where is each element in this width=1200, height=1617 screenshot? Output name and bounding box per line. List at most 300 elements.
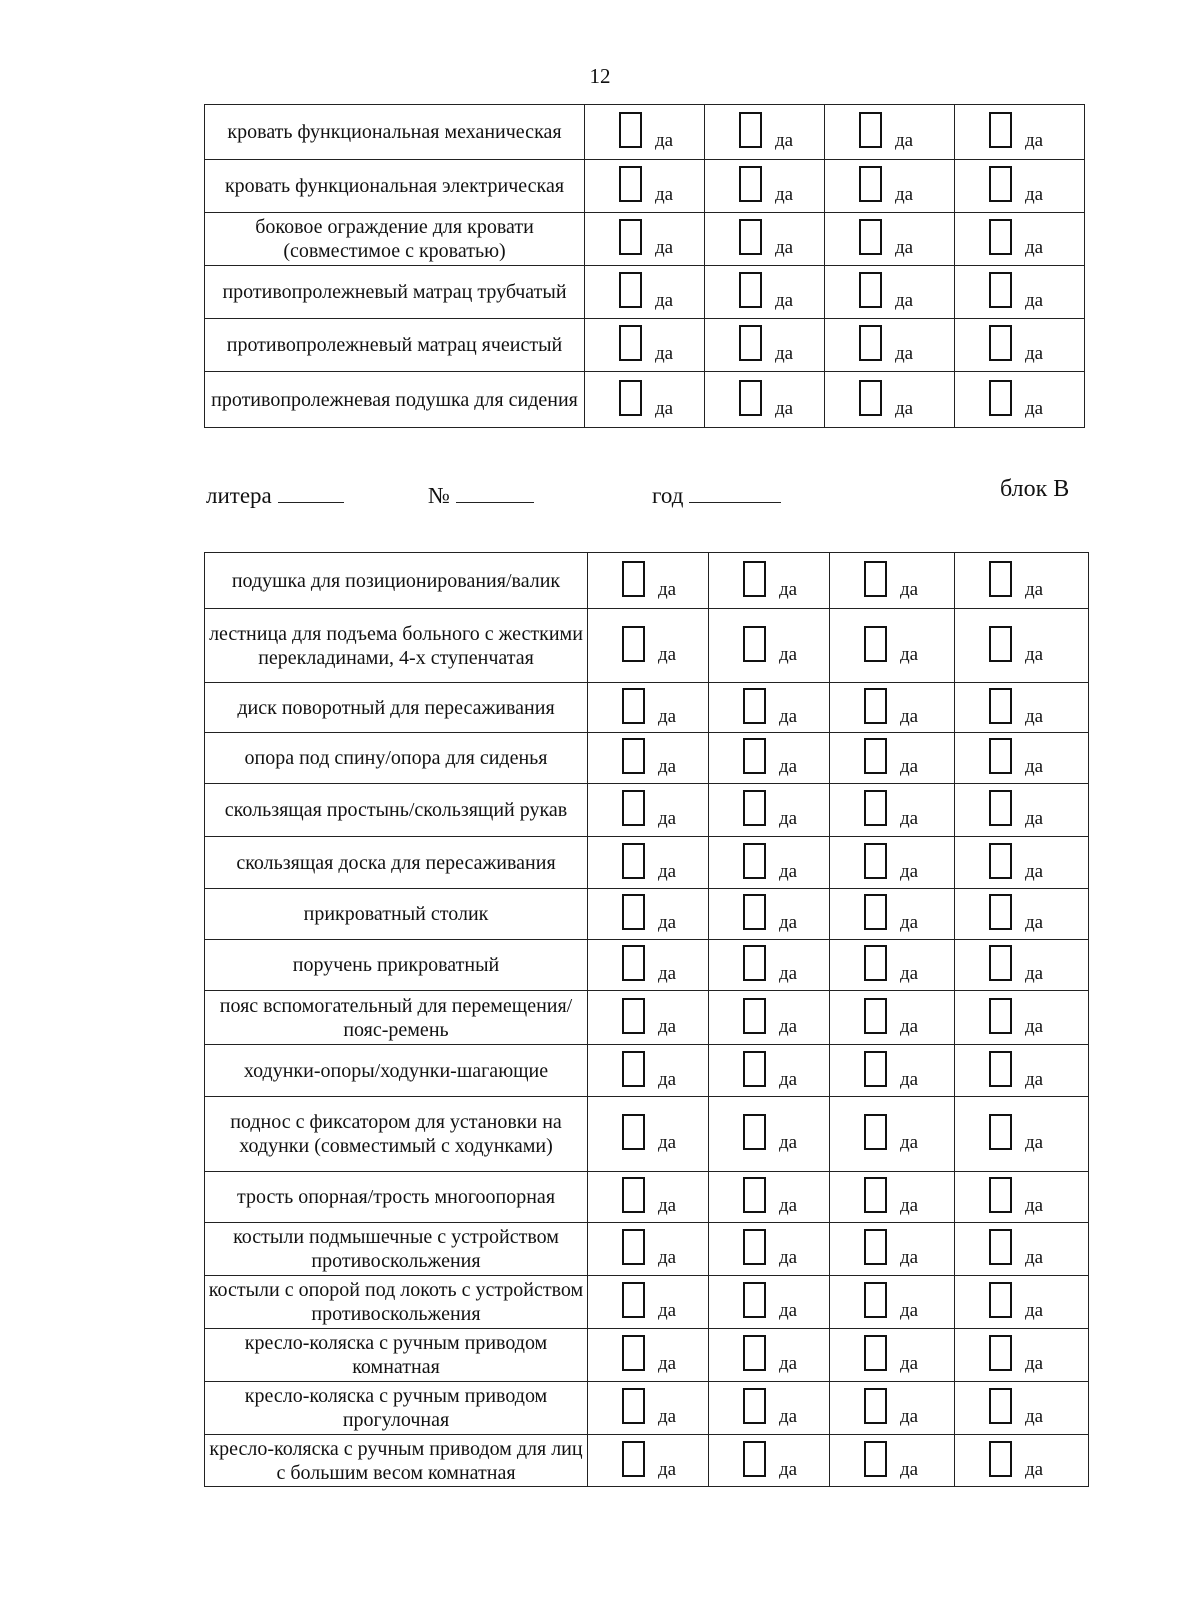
table-row [205,266,1085,319]
item-name: кресло-коляска с ручным приводом для лиц с большим весом комнатная [205,1435,588,1487]
option-cell [588,553,709,609]
yes-checkbox[interactable] [864,1051,887,1087]
yes-checkbox[interactable] [864,1114,887,1150]
yes-checkbox[interactable] [864,738,887,774]
yes-label: да [779,1068,798,1090]
option-cell [955,940,1089,991]
option-cell [588,784,709,837]
option-cell [830,889,955,940]
yes-checkbox[interactable] [864,626,887,662]
yes-label: да [900,1132,919,1153]
yes-checkbox[interactable] [622,1441,645,1477]
option-cell [709,1435,830,1487]
yes-checkbox[interactable] [622,790,645,826]
yes-label: да [900,578,919,600]
yes-checkbox[interactable] [739,380,762,416]
option-cell [709,733,830,784]
yes-label: да [655,290,674,311]
yes-checkbox[interactable] [739,219,762,255]
yes-label: да [900,912,919,933]
option-cell [709,609,830,683]
option-cell [955,1329,1089,1382]
yes-checkbox[interactable] [989,738,1012,774]
table-row [205,940,1089,991]
item-name: противопролежневый матрац ячеистый [205,319,585,372]
option-cell [825,372,955,428]
yes-checkbox[interactable] [989,1335,1012,1371]
yes-checkbox[interactable] [989,1282,1012,1318]
item-name: скользящая простынь/скользящий рукав [205,784,588,837]
option-cell [825,213,955,266]
year-field[interactable] [652,480,781,509]
yes-checkbox[interactable] [622,688,645,724]
item-name: прикроватный столик [205,889,588,940]
yes-label: да [900,1247,919,1268]
yes-checkbox[interactable] [743,894,766,930]
option-cell [588,1045,709,1097]
yes-checkbox[interactable] [743,1114,766,1150]
option-cell [705,319,825,372]
yes-checkbox[interactable] [743,1388,766,1424]
option-cell [705,372,825,428]
equipment-table-bottom [204,552,1089,1487]
yes-checkbox[interactable] [743,1282,766,1318]
option-cell [588,1276,709,1329]
option-cell [830,1172,955,1223]
option-cell [955,733,1089,784]
yes-checkbox[interactable] [622,1229,645,1265]
yes-checkbox[interactable] [622,1177,645,1213]
yes-checkbox[interactable] [743,561,766,597]
yes-checkbox[interactable] [864,688,887,724]
option-cell [955,683,1089,733]
yes-checkbox[interactable] [989,1177,1012,1213]
option-cell [585,213,705,266]
item-name: костыли с опорой под локоть с устройством противоскольжения [205,1276,588,1329]
yes-label: да [900,1068,919,1090]
option-cell [585,372,705,428]
option-cell [955,609,1089,683]
yes-checkbox[interactable] [743,790,766,826]
option-cell [709,1223,830,1276]
yes-label: да [658,1132,677,1153]
option-cell [705,213,825,266]
item-name: кровать функциональная электрическая [205,160,585,213]
item-name: кресло-коляска с ручным приводом комнатная [205,1329,588,1382]
yes-checkbox[interactable] [989,380,1012,416]
yes-label: да [655,130,674,151]
yes-checkbox[interactable] [864,561,887,597]
yes-checkbox[interactable] [864,790,887,826]
yes-label: да [779,1195,798,1216]
yes-label: да [1025,397,1044,419]
option-cell [588,683,709,733]
yes-checkbox[interactable] [989,561,1012,597]
item-name: лестница для подъема больного с жесткими перекладинами, 4-х ступенчатая [205,609,588,683]
yes-label: да [900,705,919,727]
option-cell [830,940,955,991]
yes-label: да [655,397,674,419]
yes-checkbox[interactable] [864,998,887,1034]
option-cell [588,609,709,683]
option-cell [955,991,1089,1045]
yes-label: да [779,1353,798,1374]
yes-checkbox[interactable] [622,561,645,597]
yes-checkbox[interactable] [619,325,642,361]
yes-checkbox[interactable] [739,272,762,308]
table-row [205,683,1089,733]
yes-checkbox[interactable] [989,894,1012,930]
table-row [205,1382,1089,1435]
yes-label: да [900,1300,919,1321]
table-row [205,1045,1089,1097]
yes-checkbox[interactable] [619,219,642,255]
yes-label: да [658,578,677,600]
option-cell [830,733,955,784]
yes-label: да [1025,578,1044,600]
option-cell [588,991,709,1045]
yes-label: да [1025,290,1044,311]
yes-checkbox[interactable] [989,1114,1012,1150]
option-cell [825,160,955,213]
yes-label: да [895,184,914,205]
option-cell [830,683,955,733]
yes-checkbox[interactable] [739,112,762,148]
yes-label: да [1025,184,1044,205]
yes-checkbox[interactable] [859,166,882,202]
yes-checkbox[interactable] [739,166,762,202]
number-label: № [428,483,450,508]
yes-label: да [779,643,798,665]
table-row [205,609,1089,683]
yes-label: да [1025,1247,1044,1268]
yes-label: да [1025,130,1044,151]
yes-label: да [900,643,919,665]
yes-checkbox[interactable] [622,738,645,774]
yes-checkbox[interactable] [989,1388,1012,1424]
table-row [205,1276,1089,1329]
yes-checkbox[interactable] [989,1051,1012,1087]
number-field[interactable] [428,480,534,509]
yes-checkbox[interactable] [864,1441,887,1477]
yes-label: да [779,963,798,984]
yes-label: да [1025,1132,1044,1153]
option-cell [955,1223,1089,1276]
option-cell [588,1382,709,1435]
option-cell [588,889,709,940]
yes-label: да [900,963,919,984]
option-cell [825,105,955,160]
yes-label: да [1025,1300,1044,1321]
yes-checkbox[interactable] [743,626,766,662]
yes-checkbox[interactable] [989,843,1012,879]
yes-checkbox[interactable] [622,1388,645,1424]
yes-checkbox[interactable] [622,894,645,930]
yes-label: да [658,963,677,984]
yes-checkbox[interactable] [989,1441,1012,1477]
equipment-table-top [204,104,1085,428]
yes-label: да [658,1015,677,1037]
option-cell [709,683,830,733]
yes-checkbox[interactable] [859,112,882,148]
yes-label: да [1025,343,1044,364]
option-cell [955,319,1085,372]
yes-label: да [1025,860,1044,882]
option-cell [830,1276,955,1329]
yes-label: да [658,705,677,727]
yes-label: да [1025,643,1044,665]
yes-label: да [900,860,919,882]
item-name: скользящая доска для пересаживания [205,837,588,889]
yes-label: да [779,912,798,933]
yes-label: да [658,1195,677,1216]
yes-checkbox[interactable] [989,998,1012,1034]
table-row [205,1097,1089,1172]
option-cell [830,553,955,609]
yes-label: да [1025,912,1044,933]
yes-label: да [779,1132,798,1153]
option-cell [830,609,955,683]
yes-label: да [658,1458,677,1480]
option-cell [585,105,705,160]
option-cell [709,889,830,940]
option-cell [588,837,709,889]
year-label: год [652,483,684,508]
item-name: противопролежневая подушка для сидения [205,372,585,428]
option-cell [955,105,1085,160]
yes-label: да [658,756,677,777]
table-row [205,733,1089,784]
yes-checkbox[interactable] [743,1177,766,1213]
yes-label: да [900,1458,919,1480]
option-cell [585,160,705,213]
yes-checkbox[interactable] [989,626,1012,662]
yes-checkbox[interactable] [864,945,887,981]
yes-label: да [1025,1353,1044,1374]
yes-checkbox[interactable] [743,998,766,1034]
yes-checkbox[interactable] [989,325,1012,361]
item-name: трость опорная/трость многоопорная [205,1172,588,1223]
yes-label: да [655,184,674,205]
yes-label: да [779,860,798,882]
yes-label: да [895,290,914,311]
yes-checkbox[interactable] [622,1282,645,1318]
item-name: опора под спину/опора для сиденья [205,733,588,784]
yes-label: да [775,397,794,419]
yes-label: да [779,578,798,600]
option-cell [955,1045,1089,1097]
option-cell [830,1329,955,1382]
litera-blank[interactable] [278,480,344,503]
option-cell [709,940,830,991]
item-name: поднос с фиксатором для установки на ходунки (совместимый с ходунками) [205,1097,588,1172]
litera-field[interactable] [206,480,344,509]
yes-label: да [895,397,914,419]
block-label: блок В [1000,476,1070,502]
table-row [205,784,1089,837]
yes-checkbox[interactable] [743,843,766,879]
yes-checkbox[interactable] [622,1051,645,1087]
yes-checkbox[interactable] [989,945,1012,981]
yes-checkbox[interactable] [864,894,887,930]
yes-label: да [658,1068,677,1090]
option-cell [588,1223,709,1276]
yes-checkbox[interactable] [619,166,642,202]
table-row [205,1329,1089,1382]
yes-checkbox[interactable] [743,738,766,774]
yes-label: да [775,130,794,151]
option-cell [825,266,955,319]
yes-checkbox[interactable] [989,166,1012,202]
option-cell [709,553,830,609]
yes-label: да [658,643,677,665]
table-row [205,889,1089,940]
yes-checkbox[interactable] [989,1229,1012,1265]
yes-checkbox[interactable] [739,325,762,361]
option-cell [705,266,825,319]
item-name: ходунки-опоры/ходунки-шагающие [205,1045,588,1097]
option-cell [588,940,709,991]
yes-label: да [775,184,794,205]
yes-checkbox[interactable] [622,843,645,879]
item-name: диск поворотный для пересаживания [205,683,588,733]
option-cell [709,991,830,1045]
yes-checkbox[interactable] [859,325,882,361]
option-cell [830,784,955,837]
yes-label: да [779,705,798,727]
option-cell [705,105,825,160]
option-cell [955,372,1085,428]
option-cell [955,889,1089,940]
yes-checkbox[interactable] [989,790,1012,826]
yes-label: да [775,290,794,311]
item-name: боковое ограждение для кровати (совместимое с кроватью) [205,213,585,266]
yes-checkbox[interactable] [989,112,1012,148]
yes-checkbox[interactable] [619,112,642,148]
option-cell [830,991,955,1045]
yes-checkbox[interactable] [989,219,1012,255]
yes-checkbox[interactable] [859,380,882,416]
option-cell [585,319,705,372]
option-cell [709,1172,830,1223]
yes-checkbox[interactable] [989,688,1012,724]
option-cell [588,1329,709,1382]
yes-checkbox[interactable] [743,945,766,981]
yes-checkbox[interactable] [864,843,887,879]
option-cell [955,213,1085,266]
yes-label: да [658,860,677,882]
yes-label: да [658,1406,677,1427]
yes-checkbox[interactable] [864,1388,887,1424]
yes-label: да [1025,1015,1044,1037]
option-cell [709,1045,830,1097]
yes-checkbox[interactable] [859,219,882,255]
yes-label: да [655,237,674,258]
yes-checkbox[interactable] [622,1114,645,1150]
yes-checkbox[interactable] [622,998,645,1034]
table-row [205,837,1089,889]
option-cell [709,1097,830,1172]
yes-label: да [900,1406,919,1427]
yes-label: да [658,1300,677,1321]
yes-checkbox[interactable] [864,1229,887,1265]
option-cell [588,733,709,784]
page-number: 12 [589,64,611,88]
yes-label: да [1025,705,1044,727]
option-cell [830,1045,955,1097]
option-cell [830,1097,955,1172]
yes-checkbox[interactable] [743,1229,766,1265]
yes-label: да [1025,963,1044,984]
table-row [205,991,1089,1045]
number-blank[interactable] [456,480,534,503]
table-row [205,1435,1089,1487]
yes-checkbox[interactable] [743,1335,766,1371]
yes-label: да [779,808,798,829]
yes-checkbox[interactable] [622,1335,645,1371]
yes-label: да [779,1458,798,1480]
yes-label: да [1025,808,1044,829]
yes-label: да [779,1015,798,1037]
option-cell [955,553,1089,609]
yes-checkbox[interactable] [619,272,642,308]
yes-label: да [779,756,798,777]
yes-label: да [1025,1068,1044,1090]
yes-label: да [1025,756,1044,777]
yes-checkbox[interactable] [619,380,642,416]
yes-checkbox[interactable] [622,626,645,662]
option-cell [830,837,955,889]
yes-label: да [655,343,674,364]
yes-label: да [1025,1406,1044,1427]
item-name: противопролежневый матрац трубчатый [205,266,585,319]
option-cell [588,1435,709,1487]
yes-label: да [658,912,677,933]
yes-checkbox[interactable] [864,1177,887,1213]
yes-checkbox[interactable] [743,688,766,724]
yes-label: да [779,1247,798,1268]
yes-label: да [658,1247,677,1268]
yes-checkbox[interactable] [864,1282,887,1318]
option-cell [709,837,830,889]
option-cell [585,266,705,319]
yes-checkbox[interactable] [622,945,645,981]
yes-label: да [895,130,914,151]
yes-label: да [775,343,794,364]
yes-label: да [900,1015,919,1037]
item-name: кровать функциональная механическая [205,105,585,160]
item-name: поручень прикроватный [205,940,588,991]
yes-label: да [779,1406,798,1427]
option-cell [830,1382,955,1435]
year-blank[interactable] [689,480,781,503]
yes-checkbox[interactable] [743,1051,766,1087]
yes-checkbox[interactable] [743,1441,766,1477]
yes-label: да [658,1353,677,1374]
table-row [205,213,1085,266]
item-name: пояс вспомогательный для перемещения/пояс-ремень [205,991,588,1045]
table-row [205,1223,1089,1276]
option-cell [588,1097,709,1172]
table-row [205,160,1085,213]
option-cell [830,1223,955,1276]
option-cell [709,1329,830,1382]
option-cell [955,784,1089,837]
table-row [205,553,1089,609]
yes-checkbox[interactable] [859,272,882,308]
yes-checkbox[interactable] [989,272,1012,308]
yes-checkbox[interactable] [864,1335,887,1371]
